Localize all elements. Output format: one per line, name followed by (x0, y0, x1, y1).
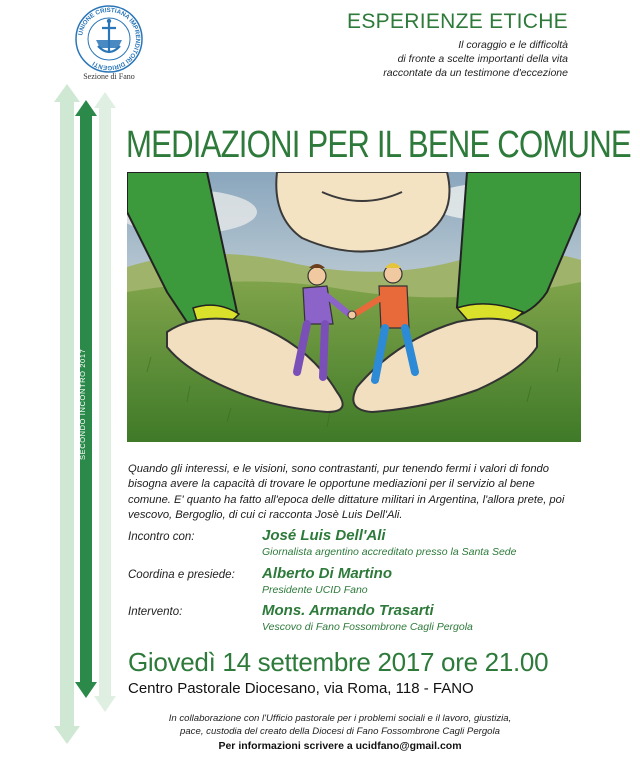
speaker-name: Alberto Di Martino (262, 565, 392, 582)
collaboration-line: In collaborazione con l'Ufficio pastorale per i problemi sociali e il lavoro, giustizia, (168, 713, 512, 724)
contact-line: Per informazioni scrivere a ucidfano@gmail.com (218, 740, 462, 752)
main-title: MEDIAZIONI PER IL BENE COMUNE (126, 124, 631, 166)
series-subtitle-line: di fronte a scelte importanti della vita (397, 53, 568, 65)
speaker-label: Coordina e presiede: (128, 569, 235, 581)
series-title: ESPERIENZE ETICHE (347, 10, 568, 33)
speaker-label: Incontro con: (128, 531, 195, 543)
speaker-label: Intervento: (128, 606, 183, 618)
collaboration-line: pace, custodia del creato della Diocesi di Fano Fossombrone Cagli Pergola (180, 726, 500, 737)
series-subtitle-line: raccontate da un testimone d'eccezione (383, 67, 568, 79)
side-caption (78, 320, 92, 460)
intro-paragraph: Quando gli interessi, e le visioni, sono contrastanti, pur tenendo fermi i valori di fondo bisogna avere la capacità di trovare le opportune mediazioni per il servizio al bene comune. E' quanto ha fatto all'epoca delle dittature militari in Argentina, l'allora prete, poi vescovo, Bergoglio, di cui ci racconta Josè Luis Dell'Ali. (128, 463, 565, 522)
speaker-role: Vescovo di Fano Fossombrone Cagli Pergola (262, 621, 473, 633)
logo-subtitle: Sezione di Fano (83, 72, 135, 81)
speaker-name: Mons. Armando Trasarti (262, 602, 434, 619)
speaker-name: José Luis Dell'Ali (262, 527, 386, 544)
side-caption-text: SECONDO INCONTRO 2017 (78, 348, 87, 460)
svg-text:UNIONE CRISTIANA IMPRENDITORI: UNIONE CRISTIANA IMPRENDITORI DIRIGENTI (77, 6, 142, 72)
ucid-logo (74, 4, 144, 74)
illustration-hands-handshake (127, 172, 581, 442)
event-venue (128, 680, 474, 697)
venue-address: via Roma, 118 - FANO (319, 680, 474, 697)
speaker-role: Presidente UCID Fano (262, 584, 368, 596)
venue-name: Centro Pastorale Diocesano, (128, 680, 320, 697)
event-date: Giovedì 14 settembre 2017 ore 21.00 (128, 647, 549, 677)
series-subtitle (308, 38, 568, 80)
collaboration-note (140, 712, 540, 738)
series-subtitle-line: Il coraggio e le difficoltà (458, 39, 568, 51)
speaker-role: Giornalista argentino accreditato presso la Santa Sede (262, 546, 517, 558)
